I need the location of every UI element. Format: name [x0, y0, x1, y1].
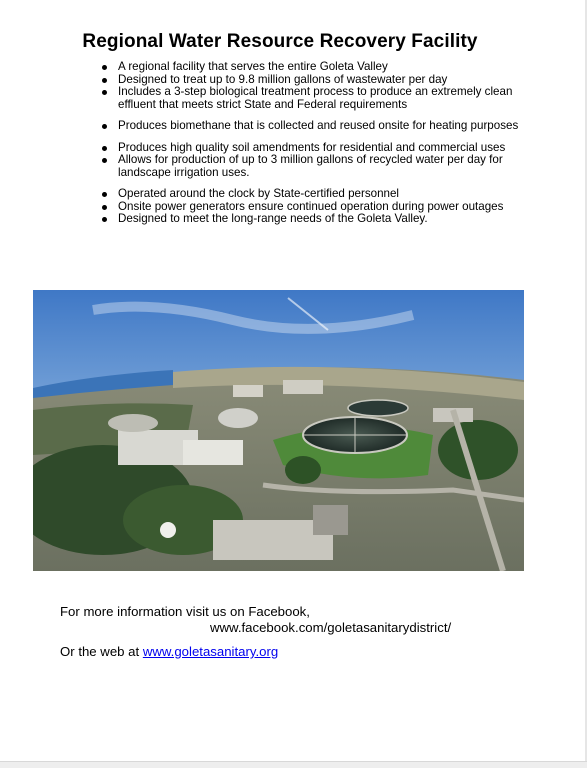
- page-title: Regional Water Resource Recovery Facility: [82, 31, 478, 52]
- feature-item: Produces high quality soil amendments for residential and commercial uses: [102, 142, 522, 155]
- feature-item: Onsite power generators ensure continued operation during power outages: [102, 201, 522, 214]
- page-bottom-edge: [0, 761, 587, 768]
- web-text: Or the web at: [60, 644, 140, 659]
- feature-item: Designed to treat up to 9.8 million gallons of wastewater per day: [102, 74, 522, 87]
- feature-item: Allows for production of up to 3 million gallons of recycled water per day for landscape irrigation uses.: [102, 154, 522, 179]
- web-line: [60, 644, 278, 660]
- feature-item: Designed to meet the long-range needs of the Goleta Valley.: [102, 213, 522, 226]
- facility-aerial-photo: [33, 290, 524, 571]
- facebook-url: www.facebook.com/goletasanitarydistrict/: [210, 620, 452, 635]
- feature-item: Includes a 3-step biological treatment process to produce an extremely clean effluent that meets strict State and Federal requirements: [102, 86, 522, 111]
- feature-item: Operated around the clock by State-certified personnel: [102, 188, 522, 201]
- website-link[interactable]: www.goletasanitary.org: [142, 644, 279, 659]
- facebook-text: For more information visit us on Facebook,: [60, 604, 310, 619]
- feature-item: A regional facility that serves the entire Goleta Valley: [102, 61, 522, 74]
- feature-item: Produces biomethane that is collected and reused onsite for heating purposes: [102, 120, 522, 133]
- feature-list: [102, 61, 522, 226]
